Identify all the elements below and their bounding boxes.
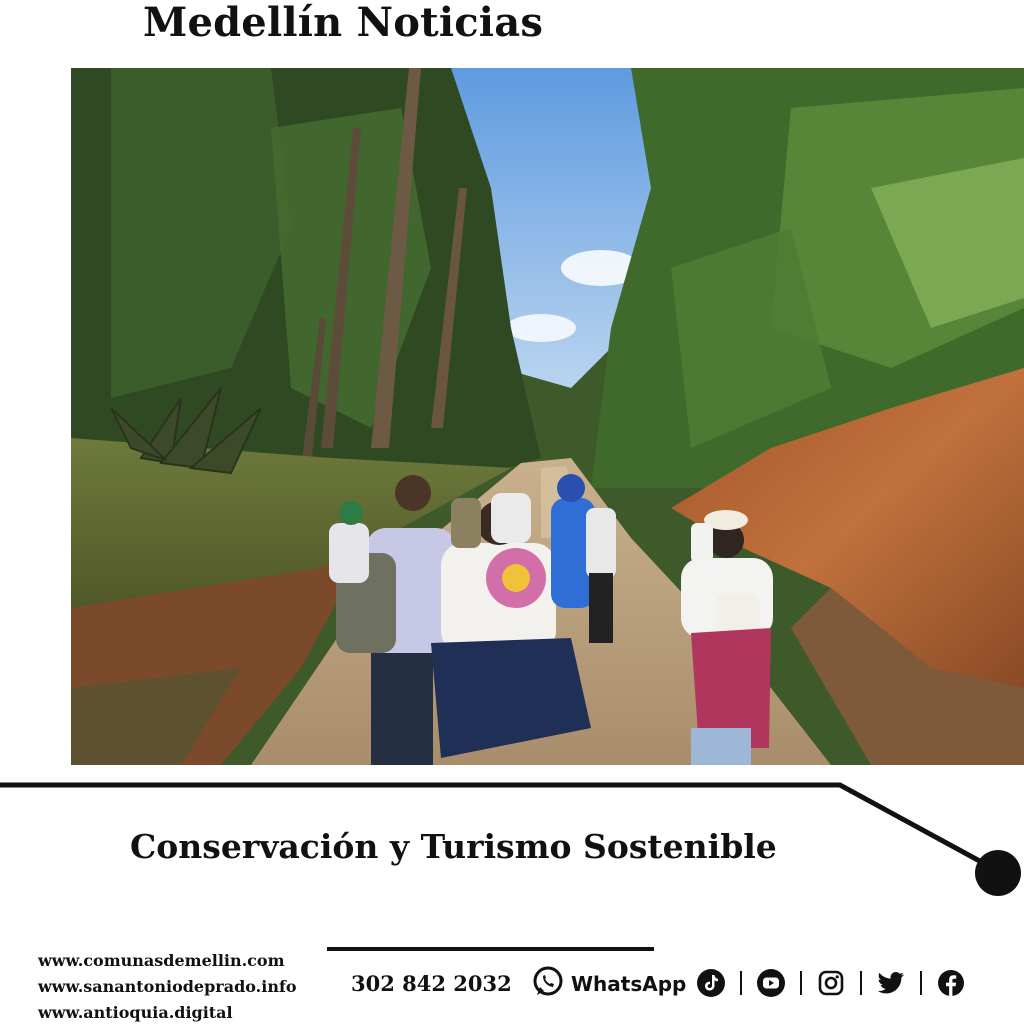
contact-divider bbox=[327, 947, 654, 951]
instagram-icon[interactable] bbox=[815, 967, 847, 999]
separator bbox=[740, 971, 742, 995]
phone-number[interactable]: 302 842 2032 bbox=[351, 971, 512, 996]
facebook-icon[interactable] bbox=[935, 967, 967, 999]
website-link[interactable]: www.comunasdemellin.com bbox=[38, 951, 285, 970]
twitter-icon[interactable] bbox=[875, 967, 907, 999]
youtube-icon[interactable] bbox=[755, 967, 787, 999]
page-title: Medellín Noticias bbox=[143, 0, 544, 46]
social-icons bbox=[695, 966, 967, 1000]
separator bbox=[920, 971, 922, 995]
website-list bbox=[38, 948, 328, 1026]
whatsapp-link[interactable] bbox=[531, 966, 686, 1002]
website-link[interactable]: www.antioquia.digital bbox=[38, 1003, 233, 1022]
hero-photo bbox=[71, 68, 1024, 765]
whatsapp-label: WhatsApp bbox=[571, 972, 687, 996]
separator bbox=[800, 971, 802, 995]
separator bbox=[860, 971, 862, 995]
whatsapp-icon bbox=[531, 965, 565, 1003]
website-link[interactable]: www.sanantoniodeprado.info bbox=[38, 977, 297, 996]
headline: Conservación y Turismo Sostenible bbox=[130, 827, 777, 866]
tiktok-icon[interactable] bbox=[695, 967, 727, 999]
